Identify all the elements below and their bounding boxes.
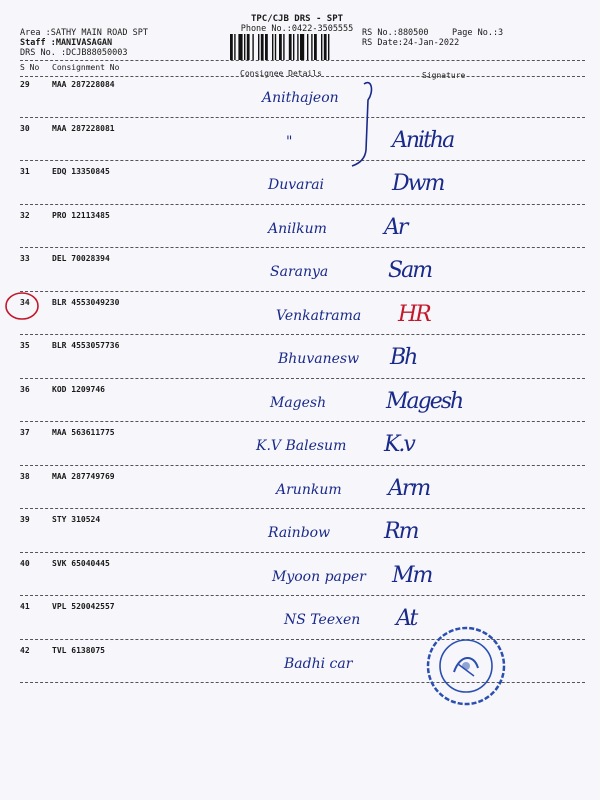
row-serial-number: 38 [20,471,30,481]
row-divider [20,552,585,553]
row-serial-number: 33 [20,254,30,263]
row-serial-number: 30 [20,123,30,133]
row-consignment-number: MAA 287228081 [52,123,115,133]
row-consignee-name: Anilkum [268,220,327,237]
row-serial-number: 35 [20,341,30,350]
area-label: Area :SATHY MAIN ROAD SPT [20,28,148,38]
row-consignment-number: KOD 1209746 [52,384,105,394]
row-consignment-number: STY 310524 [52,515,101,524]
company-stamp-icon [424,624,508,708]
row-signature: HR [398,301,430,327]
row-signature: K.v [384,432,414,457]
col-header-sno: S No [20,63,40,72]
row-consignee-name: Rainbow [268,525,331,541]
row-signature: Ar [384,214,407,240]
rs-date: RS Date:24-Jan-2022 [362,38,460,48]
row-divider [20,291,585,292]
row-signature: Bh [390,345,417,370]
row-serial-number: 34 [20,297,30,307]
row-consignment-number: PRO 12113485 [52,210,110,220]
row-signature: Sam [388,258,432,283]
col-header-consignee: Consignee Details [240,69,322,78]
row-consignment-number: MAA 563611775 [52,428,115,437]
row-consignee-name: NS Teexen [284,612,361,628]
row-serial-number: 42 [20,645,30,655]
row-serial-number: 40 [20,558,30,568]
row-consignee-name: Magesh [270,394,327,411]
sheet-title: TPC/CJB DRS - SPT [250,14,344,24]
row-signature: Dwm [392,171,444,196]
row-signature: Rm [384,519,418,544]
rs-number: RS No.:880500 [362,28,429,38]
row-signature: Arm [388,475,430,501]
staff-label: Staff :MANIVASAGAN [20,38,113,48]
bracket-mark-icon [350,80,390,170]
row-divider [20,421,585,422]
row-serial-number: 37 [20,428,30,437]
sheet-info-right [362,28,459,48]
sheet-info-left [20,28,148,58]
circle-mark-icon [2,290,42,322]
col-header-signature: Signature [422,71,466,80]
col-header-consignment: Consignment No [52,63,120,72]
phone-number: Phone No.:0422-3505555 [240,24,354,34]
row-consignment-number: MAA 287228084 [52,80,115,89]
sheet-header [232,14,362,34]
row-divider [20,595,585,596]
row-consignment-number: MAA 287749769 [52,471,115,481]
divider [20,60,585,61]
row-consignee-name: Arunkum [276,481,342,498]
row-divider [20,160,585,161]
row-divider [20,334,585,335]
row-signature: Anitha [392,127,454,153]
row-consignment-number: EDQ 13350845 [52,167,110,176]
row-signature: Magesh [386,388,463,414]
row-serial-number: 31 [20,167,30,176]
row-serial-number: 39 [20,515,30,524]
row-consignee-name: Bhuvanesw [278,351,360,367]
row-consignee-name: Saranya [270,264,329,280]
row-consignment-number: BLR 4553049230 [52,297,120,307]
row-consignee-name: Anithajeon [262,90,339,106]
row-serial-number: 29 [20,80,30,89]
row-signature: At [396,606,417,631]
row-serial-number: 32 [20,210,30,220]
row-consignee-name: Myoon paper [272,568,366,585]
row-consignee-name: " [286,133,293,150]
row-consignment-number: DEL 70028394 [52,254,110,263]
row-consignee-name: K.V Balesum [256,438,347,454]
row-divider [20,247,585,248]
row-divider [20,465,585,466]
row-consignment-number: SVK 65040445 [52,558,110,568]
divider [20,76,585,77]
barcode-icon [230,34,358,60]
row-divider [20,378,585,379]
drs-number: DRS No. :DCJB88050003 [20,48,128,58]
row-consignment-number: TVL 6138075 [52,645,105,655]
row-consignee-name: Duvarai [268,177,325,193]
row-consignee-name: Venkatrama [276,307,362,324]
row-serial-number: 36 [20,384,30,394]
row-consignee-name: Badhi car [284,655,353,672]
row-divider [20,508,585,509]
row-divider [20,117,585,118]
row-consignment-number: BLR 4553057736 [52,341,120,350]
row-divider [20,204,585,205]
page-number: Page No.:3 [452,28,504,38]
row-signature: Mm [392,562,432,588]
row-serial-number: 41 [20,602,30,611]
row-consignment-number: VPL 520042557 [52,602,115,611]
